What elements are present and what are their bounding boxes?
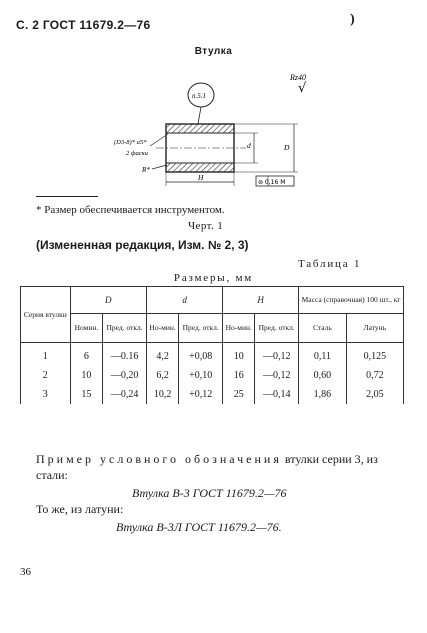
- roughness-label: Rz40: [290, 73, 306, 82]
- bushing-drawing: [114, 68, 318, 193]
- dim-d-label: d: [247, 141, 251, 150]
- example-lead-spaced: Пример условного обозначения: [36, 452, 282, 466]
- cell-h-dev: —0,12: [255, 343, 299, 367]
- example-brass-line: То же, из латуни:: [36, 502, 124, 516]
- chamfer-label: 2 фаски: [126, 150, 148, 157]
- page-number: 36: [20, 566, 31, 578]
- revision-note: (Измененная редакция, Изм. № 2, 3): [36, 238, 249, 252]
- top-wall-hatch: [166, 124, 234, 133]
- dim-D-label: D: [284, 143, 290, 152]
- header-steel: Сталь: [299, 314, 347, 343]
- example-line-1: [36, 452, 378, 467]
- cell-steel: 1,86: [299, 385, 347, 404]
- bottom-wall-hatch: [166, 163, 234, 172]
- footnote-rule: [36, 196, 98, 197]
- header-D: D: [70, 287, 146, 314]
- callout-leader: [198, 107, 201, 124]
- cell-d-nom: 6: [70, 343, 103, 367]
- header-mass: Масса (справочная) 100 шт., кг: [299, 287, 404, 314]
- header-D-dev: Пред. откл.: [103, 314, 147, 343]
- dimensions-table: [20, 286, 404, 404]
- cell-series: 3: [21, 385, 71, 404]
- cell-d-dev: +0,12: [179, 385, 223, 404]
- cell-d-nom: 10,2: [146, 385, 178, 404]
- header-d: d: [146, 287, 222, 314]
- dim-left-label: (D3-8)* и5*: [114, 139, 147, 146]
- table-label: Таблица 1: [298, 258, 362, 270]
- roughness-symbol: √: [298, 81, 307, 96]
- header-series: Серия втулки: [21, 287, 71, 343]
- page-header: С. 2 ГОСТ 11679.2—76: [16, 18, 151, 32]
- header-D-nom: Номин.: [70, 314, 103, 343]
- cell-d-dev: —0,20: [103, 366, 147, 385]
- cell-d-nom: 4,2: [146, 343, 178, 367]
- cell-d-nom: 10: [70, 366, 103, 385]
- r-leader: [152, 165, 167, 169]
- cell-h-nom: 16: [223, 366, 255, 385]
- footnote: * Размер обеспечивается инструментом.: [36, 204, 225, 216]
- designation-brass: Втулка В-3Л ГОСТ 11679.2—76.: [116, 520, 282, 534]
- figure-caption: Черт. 1: [188, 220, 224, 232]
- table-row: [21, 385, 404, 404]
- cell-h-nom: 10: [223, 343, 255, 367]
- header-d-dev: Пред. откл.: [179, 314, 223, 343]
- header-d-nom: Но-мин.: [146, 314, 178, 343]
- tolerance-label: ⊚ 0,16 М: [258, 179, 286, 186]
- table-row: [21, 343, 404, 367]
- figure-title: Втулка: [194, 46, 233, 57]
- cell-h-dev: —0,14: [255, 385, 299, 404]
- cell-d-dev: —0,24: [103, 385, 147, 404]
- cell-steel: 0,60: [299, 366, 347, 385]
- header-H-nom: Но-мин.: [223, 314, 255, 343]
- cell-h-nom: 25: [223, 385, 255, 404]
- cell-series: 2: [21, 366, 71, 385]
- example-lead-rest: втулки серии 3, из: [284, 452, 378, 466]
- cell-series: 1: [21, 343, 71, 367]
- cell-brass: 0,125: [346, 343, 403, 367]
- callout-label: п.5.1: [192, 92, 206, 100]
- cell-steel: 0,11: [299, 343, 347, 367]
- cell-d-dev: +0,10: [179, 366, 223, 385]
- cell-brass: 2,05: [346, 385, 403, 404]
- cell-h-dev: —0,12: [255, 366, 299, 385]
- cell-d-dev: —0.16: [103, 343, 147, 367]
- cell-d-dev: +0,08: [179, 343, 223, 367]
- r-star-label: R*: [142, 166, 150, 174]
- cell-d-nom: 15: [70, 385, 103, 404]
- dim-H-label: H: [198, 173, 204, 182]
- designation-steel: Втулка В-3 ГОСТ 11679.2—76: [132, 486, 287, 500]
- header-H: H: [223, 287, 299, 314]
- header-H-dev: Пред. откл.: [255, 314, 299, 343]
- header-brass: Латунь: [346, 314, 403, 343]
- table-row: [21, 366, 404, 385]
- cell-d-nom: 6,2: [146, 366, 178, 385]
- example-line-2: стали:: [36, 468, 68, 482]
- corner-mark: ): [350, 12, 355, 27]
- cell-brass: 0,72: [346, 366, 403, 385]
- dimensions-label: Размеры, мм: [173, 272, 254, 284]
